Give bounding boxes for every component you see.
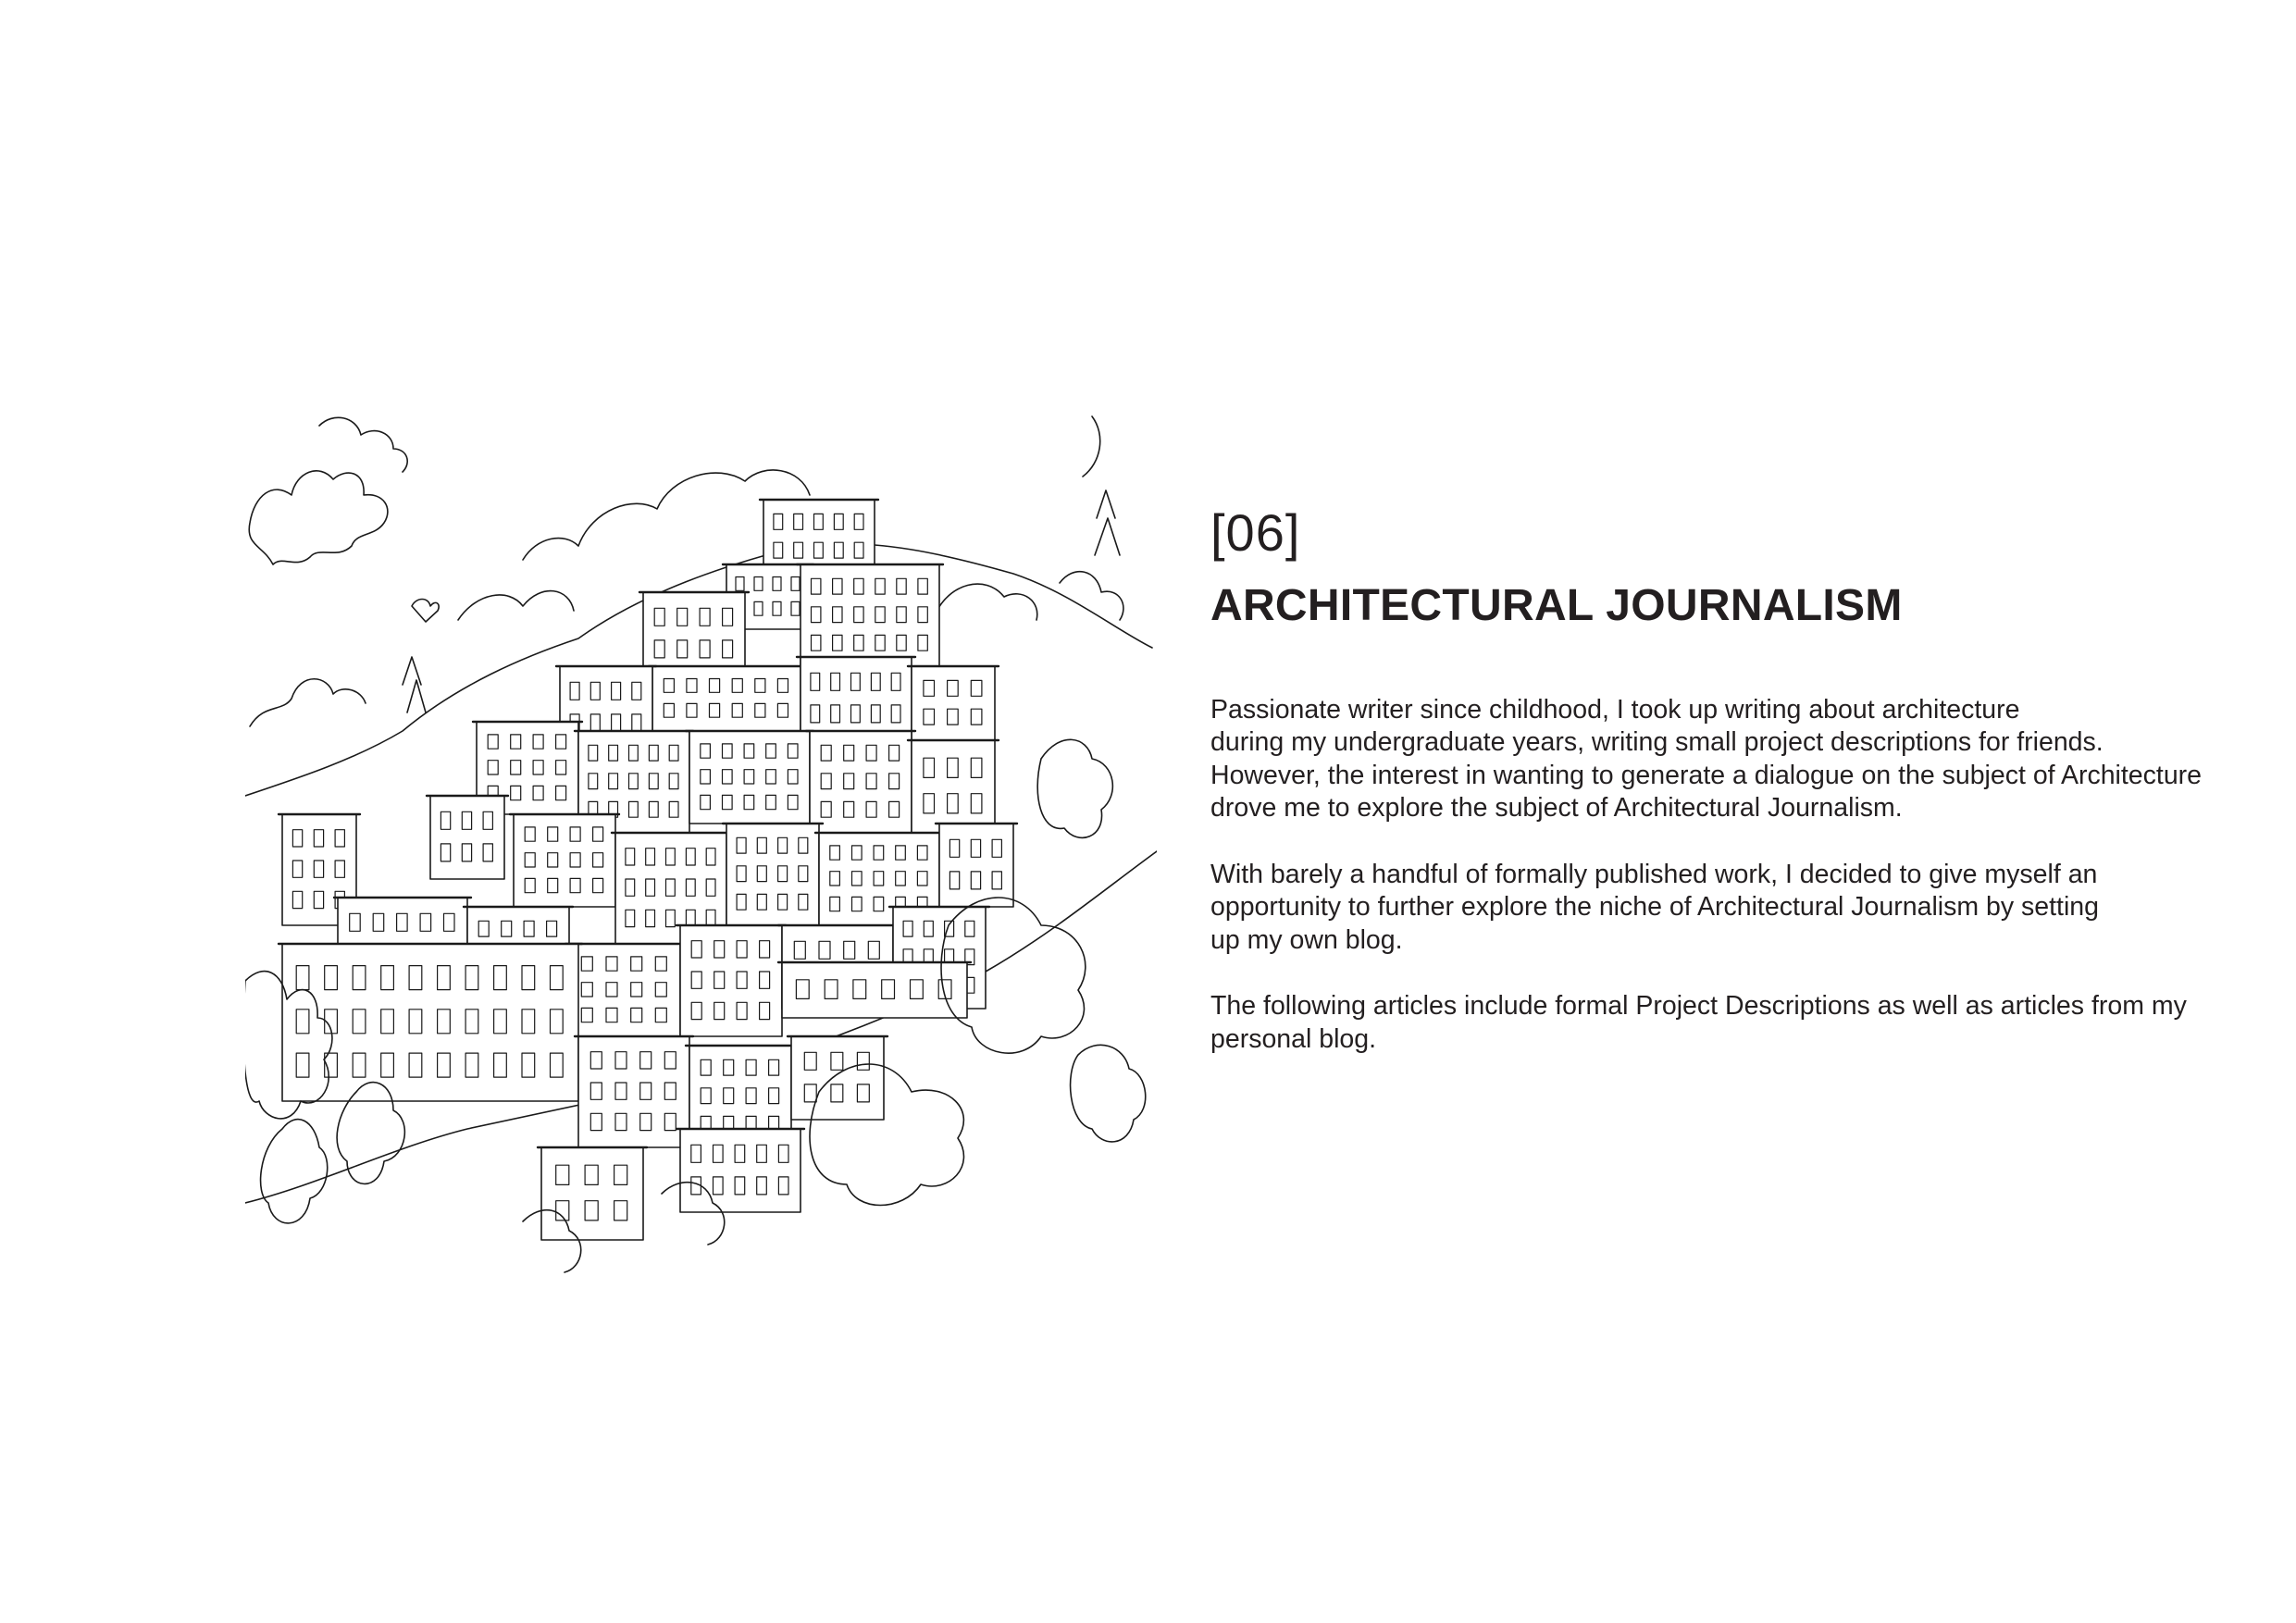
building-32 [676, 1129, 804, 1212]
building-15 [510, 814, 619, 907]
building-8 [908, 666, 999, 740]
building-wall [939, 824, 1013, 907]
section-text [1210, 503, 2265, 1089]
building-wall [541, 1147, 643, 1240]
building-11 [686, 731, 813, 824]
building-wall [782, 962, 967, 1018]
building-6 [797, 657, 915, 740]
building-wall [763, 500, 875, 574]
paragraph-line: during my undergraduate years, writing small project descriptions for friends. [1210, 727, 2104, 758]
building-wall [643, 592, 745, 675]
section-title: ARCHITECTURAL JOURNALISM [1210, 581, 1903, 630]
building-wall [791, 1036, 884, 1120]
building-wall [680, 1129, 800, 1212]
building-12 [806, 731, 915, 833]
paragraph-intro [1210, 694, 2265, 825]
building-31 [538, 1147, 647, 1240]
building-14 [427, 796, 508, 879]
building-blocks [279, 500, 1017, 1240]
building-30 [788, 1036, 887, 1120]
section-number: [06] [1210, 503, 1301, 562]
building-13 [908, 740, 999, 833]
paragraph-line: opportunity to further explore the niche of Architectural Journalism by setting [1210, 892, 2100, 923]
paragraph-line: personal blog. [1210, 1023, 1377, 1054]
building-23 [565, 944, 684, 1036]
building-wall [430, 796, 504, 879]
paragraph-line: However, the interest in wanting to generate a dialogue on the subject of Architecture [1210, 760, 2203, 790]
building-24 [676, 925, 786, 1036]
building-wall [800, 657, 912, 740]
paragraph-articles [1210, 990, 2265, 1056]
building-17 [723, 824, 823, 925]
building-5 [649, 666, 804, 731]
paragraph-line: up my own blog. [1210, 924, 1403, 955]
building-3 [797, 564, 943, 666]
building-wall [652, 666, 800, 731]
building-27 [279, 944, 582, 1101]
paragraph-line: Passionate writer since childhood, I took up writing about architecture [1210, 694, 2020, 725]
paragraph-line: drove me to explore the subject of Architectural Journalism. [1210, 793, 1903, 824]
paragraph-blog [1210, 859, 2265, 958]
building-19 [936, 824, 1017, 907]
building-1 [760, 500, 878, 574]
hillside-monastery-sketch [245, 407, 1157, 1305]
paragraph-line: With barely a handful of formally published work, I decided to give myself an [1210, 859, 2098, 889]
building-4 [639, 592, 749, 675]
building-28 [575, 1036, 693, 1147]
line-drawing-icon [245, 407, 1157, 1305]
building-wall [912, 740, 995, 833]
paragraph-line: The following articles include formal Project Descriptions as well as articles from my [1210, 991, 2187, 1022]
building-wall [912, 666, 995, 740]
